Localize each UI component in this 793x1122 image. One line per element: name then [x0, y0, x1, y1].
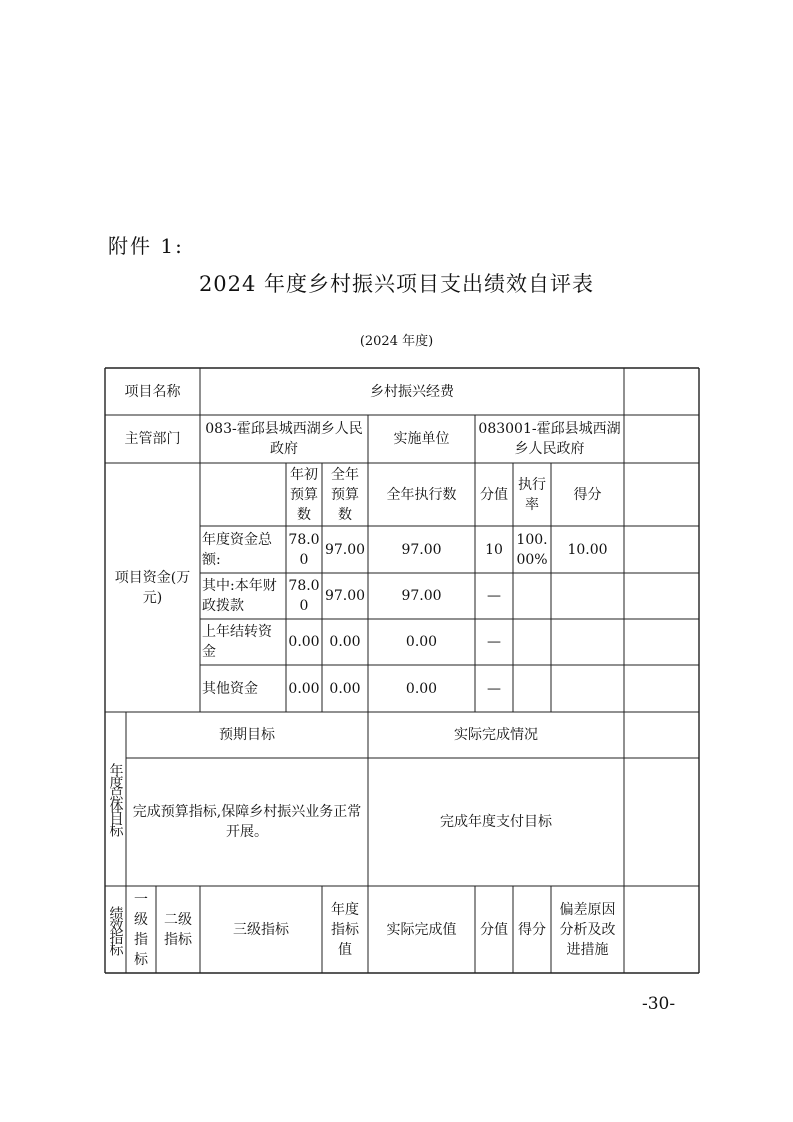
col-level2-indicator: 二级指标	[164, 911, 192, 948]
col-deviation-analysis: 偏差原因分析及改进措施	[559, 901, 616, 958]
fund-row-initial: 0.00	[288, 680, 320, 697]
fund-row-executed: 0.00	[405, 680, 438, 697]
page-title: 2024 年度乡村振兴项目支出绩效自评表	[198, 272, 595, 296]
col-annual-target: 年度指标值	[331, 901, 359, 958]
fund-row-executed: 97.00	[401, 588, 442, 604]
col-executed: 全年执行数	[386, 486, 457, 503]
fund-row-rate	[513, 619, 551, 665]
col-actual-value: 实际完成值	[386, 921, 457, 938]
impl-value: 083001-霍邱县城西湖乡人民政府	[478, 421, 621, 457]
fund-row-annual: 0.00	[329, 680, 361, 697]
impl-label: 实施单位	[393, 431, 450, 447]
fund-row-score-value: —	[487, 634, 501, 650]
fund-row-annual: 97.00	[324, 541, 366, 558]
page-number: -30-	[642, 994, 676, 1014]
col-score: 得分	[573, 486, 602, 503]
fund-row-label: 年度资金总额:	[202, 531, 272, 568]
fund-row-rate	[513, 573, 551, 619]
col-exec-rate: 执行率	[518, 476, 546, 513]
fund-row-label: 其他资金	[202, 680, 258, 697]
fund-row-label: 其中:本年财政拨款	[202, 578, 277, 614]
fund-row-score	[551, 573, 624, 619]
fund-row-label: 上年结转资金	[202, 624, 272, 660]
col-level3-indicator: 三级指标	[233, 921, 289, 938]
fund-row-score-value: —	[487, 588, 501, 604]
fund-row-score-value: 10	[485, 541, 503, 558]
fund-row-score: 10.00	[567, 541, 608, 558]
fund-row-annual: 97.00	[324, 588, 366, 604]
fund-row-annual: 0.00	[329, 634, 361, 650]
project-name-label: 项目名称	[124, 383, 181, 400]
fund-row-executed: 0.00	[405, 634, 438, 650]
fund-row-rate: 100.00%	[516, 531, 548, 568]
expected-goal-header: 预期目标	[219, 727, 275, 743]
project-name-value: 乡村振兴经费	[370, 383, 454, 400]
fund-row-initial: 0.00	[288, 634, 320, 650]
actual-status-header: 实际完成情况	[454, 727, 538, 743]
indicators-label: 绩效指标	[107, 905, 124, 954]
col-initial-budget: 年初预算数	[290, 466, 318, 523]
fund-row-score	[551, 665, 624, 712]
col-indicator-score: 得分	[518, 921, 546, 938]
col-level1-indicator: 一级指标	[134, 891, 148, 968]
dept-label: 主管部门	[124, 431, 181, 447]
col-indicator-score-value: 分值	[480, 921, 508, 938]
fund-row-initial: 78.00	[288, 531, 320, 568]
fund-row-score	[551, 619, 624, 665]
fund-row-executed: 97.00	[401, 541, 442, 558]
col-score-value: 分值	[480, 486, 508, 503]
fund-row-initial: 78.00	[288, 578, 320, 614]
goals-label: 年度总体目标	[107, 763, 124, 835]
dept-value: 083-霍邱县城西湖乡人民政府	[205, 421, 363, 457]
actual-status-text: 完成年度支付目标	[440, 814, 552, 830]
funds-label: 项目资金(万元)	[114, 569, 191, 606]
expected-goal-text: 完成预算指标,保障乡村振兴业务正常开展。	[132, 804, 362, 840]
fund-row-rate	[513, 665, 551, 712]
col-annual-budget: 全年预算数	[331, 466, 359, 523]
fund-row-score-value: —	[487, 680, 501, 697]
attachment-label: 附件 1:	[108, 234, 184, 258]
year-note: (2024 年度)	[359, 334, 434, 349]
